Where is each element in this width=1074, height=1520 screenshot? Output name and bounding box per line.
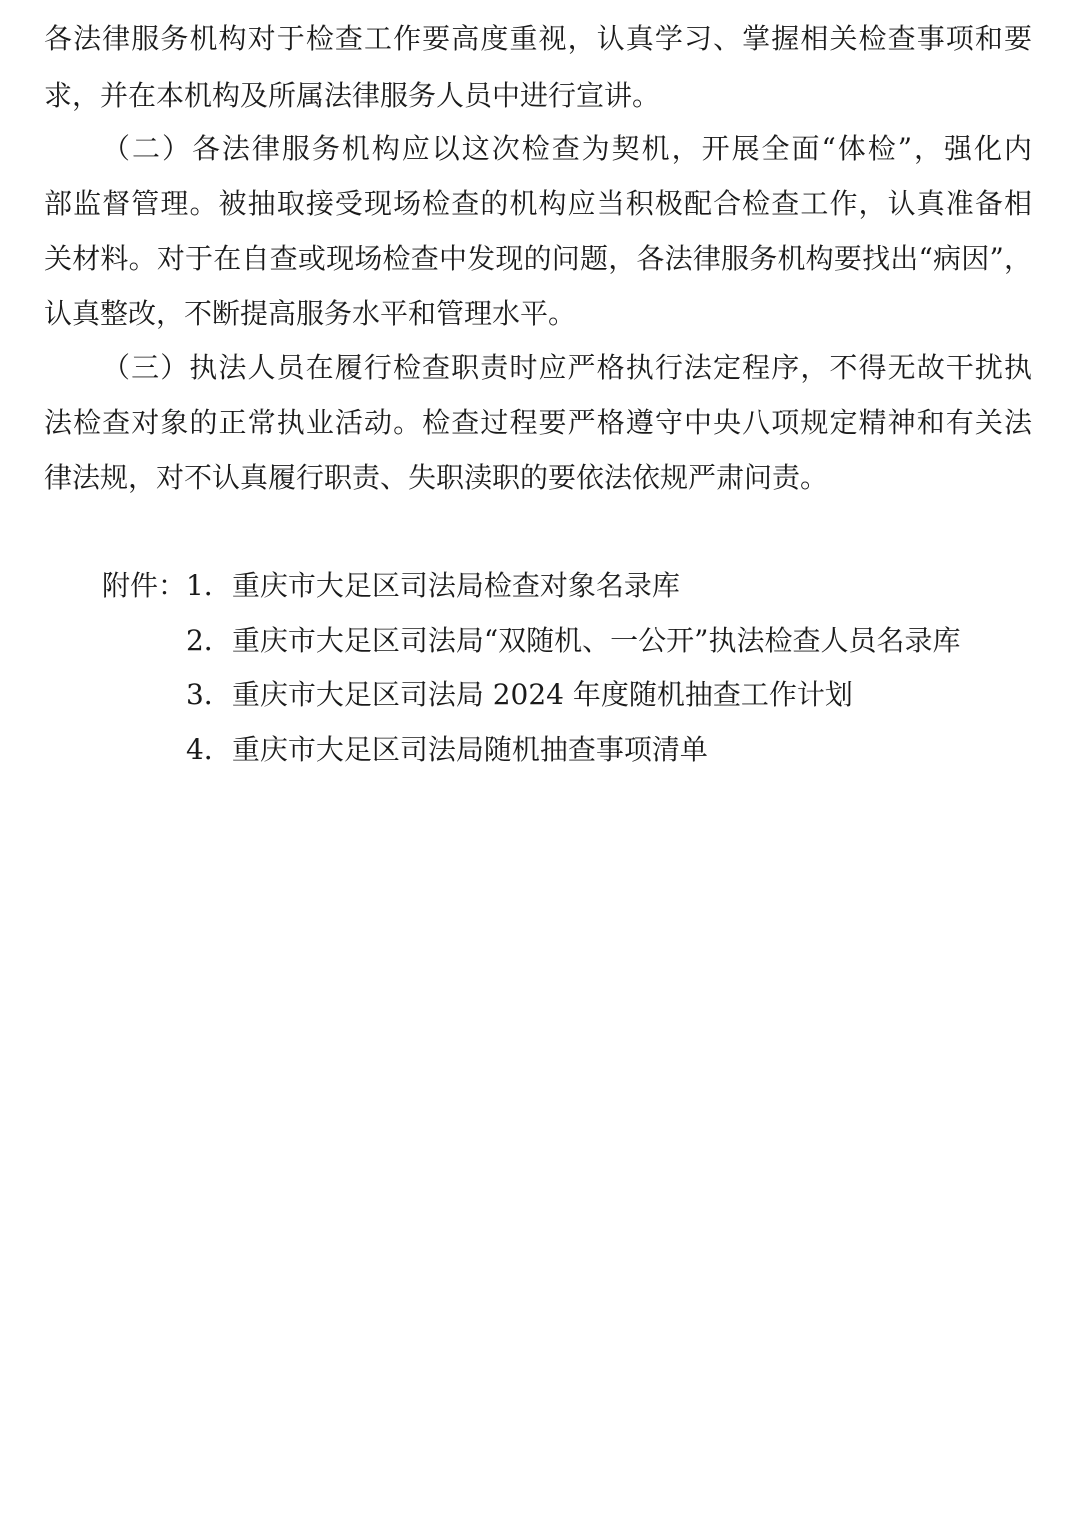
attachment-item-1: 1．重庆市大足区司法局检查对象名录库 — [186, 569, 680, 602]
attachment-item-3: 3．重庆市大足区司法局 2024 年度随机抽查工作计划 — [186, 678, 853, 711]
paragraph-3-line-1: （三）执法人员在履行检查职责时应严格执行法定程序，不得无故干扰执 — [102, 351, 1032, 384]
attachments-label: 附件： — [102, 569, 187, 602]
paragraph-2-line-4: 认真整改，不断提高服务水平和管理水平。 — [44, 297, 577, 330]
attachment-item-2: 2．重庆市大足区司法局“双随机、一公开”执法检查人员名录库 — [186, 624, 961, 657]
paragraph-3-line-3: 律法规，对不认真履行职责、失职渎职的要依法依规严肃问责。 — [44, 461, 829, 494]
paragraph-2-line-1: （二）各法律服务机构应以这次检查为契机，开展全面“体检”，强化内 — [102, 132, 1032, 165]
paragraph-2-line-3: 关材料。对于在自查或现场检查中发现的问题，各法律服务机构要找出“病因”， — [44, 242, 1032, 275]
paragraph-1-line-1: 各法律服务机构对于检查工作要高度重视，认真学习、掌握相关检查事项和要 — [44, 22, 1032, 55]
paragraph-1-line-2: 求，并在本机构及所属法律服务人员中进行宣讲。 — [44, 79, 661, 112]
paragraph-3-line-2: 法检查对象的正常执业活动。检查过程要严格遵守中央八项规定精神和有关法 — [44, 406, 1032, 439]
paragraph-2-line-2: 部监督管理。被抽取接受现场检查的机构应当积极配合检查工作，认真准备相 — [44, 187, 1032, 220]
attachment-item-4: 4．重庆市大足区司法局随机抽查事项清单 — [186, 733, 708, 766]
